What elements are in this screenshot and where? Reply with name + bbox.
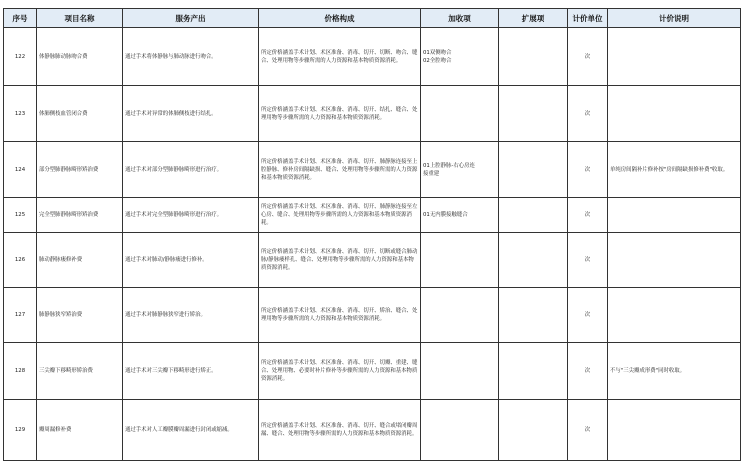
cell-service-text: 通过手术对完全型肺静脉畸形进行治疗。: [125, 212, 223, 218]
cell-no: [4, 288, 37, 343]
cell-name-text: 肺静脉狭窄矫治费: [39, 312, 83, 318]
cell-note: [608, 86, 741, 142]
cell-name: [37, 343, 123, 400]
cell-service: [123, 400, 259, 461]
cell-no: [4, 400, 37, 461]
cell-price: [259, 233, 421, 288]
cell-service: [123, 288, 259, 343]
cell-extra: [421, 86, 499, 142]
cell-service: [123, 198, 259, 233]
extra-list: [423, 211, 496, 219]
cell-price-text: 所定价格涵盖手术计划、术区准备、消毒、切开、切断或缝合肺动脉/静脉瘘样孔、缝合、处理用物等步骤所需的人力资源和基本物质资源消耗。: [261, 249, 418, 271]
cell-no-text: 125: [14, 212, 26, 218]
cell-no: [4, 142, 37, 198]
cell-expand: [499, 142, 568, 198]
cell-name: [37, 142, 123, 198]
header-service: 服务产出: [123, 9, 259, 28]
cell-price-text: 所定价格涵盖手术计划、术区准备、消毒、切开、缝合或堵闭瓣周漏、缝合、处理用物等步骤所需的人力资源和基本物质资源消耗。: [261, 423, 418, 437]
cell-unit-text: 次: [584, 427, 591, 433]
cell-name-text: 三尖瓣下移畸形矫治费: [39, 368, 93, 374]
cell-unit: [568, 400, 608, 461]
cell-expand: [499, 198, 568, 233]
cell-service-text: 通过手术对异常的体肺侧枝进行结扎。: [125, 110, 217, 117]
cell-no: [4, 198, 37, 233]
cell-expand: [499, 288, 568, 343]
cell-price-text: 所定价格涵盖手术计划、术区准备、消毒、切开、结扎、缝合、处理用物等步骤所需的人力资源和基本物质资源消耗。: [261, 106, 418, 121]
cell-note-text: 单纯房间隔补片修补按"房间隔缺损修补费"收取。: [610, 166, 729, 173]
header-price: 价格构成: [259, 9, 421, 28]
extra-list: [423, 49, 496, 65]
cell-unit-text: 次: [584, 166, 591, 173]
table-row: [4, 400, 741, 461]
extra-item: 01上腔静脉-右心房连: [423, 162, 475, 169]
cell-unit-text: 次: [584, 212, 591, 218]
cell-no-text: 123: [14, 110, 26, 117]
cell-extra: [421, 400, 499, 461]
cell-no-text: 127: [14, 312, 26, 318]
cell-unit-text: 次: [584, 110, 591, 117]
cell-extra: [421, 343, 499, 400]
cell-unit: [568, 343, 608, 400]
cell-price: [259, 400, 421, 461]
cell-service: [123, 343, 259, 400]
cell-price: [259, 343, 421, 400]
cell-note: [608, 288, 741, 343]
cell-unit: [568, 28, 608, 86]
cell-note: [608, 28, 741, 86]
cell-unit-text: 次: [584, 257, 591, 263]
extra-list: [423, 162, 496, 178]
cell-price: [259, 198, 421, 233]
cell-extra: [421, 198, 499, 233]
cell-name-text: 部分型肺静脉畸形矫治费: [39, 166, 99, 173]
extra-item: 01无内膜接触缝合: [423, 212, 468, 218]
cell-expand: [499, 400, 568, 461]
header-extra: 加收项: [421, 9, 499, 28]
cell-no: [4, 28, 37, 86]
cell-unit: [568, 142, 608, 198]
cell-note: [608, 343, 741, 400]
cell-extra: [421, 288, 499, 343]
cell-unit: [568, 233, 608, 288]
cell-name-text: 完全型肺静脉畸形矫治费: [39, 212, 99, 218]
cell-extra: [421, 28, 499, 86]
cell-service-text: 通过手术对肺静脉狭窄进行矫治。: [125, 312, 206, 318]
pricing-table-container: [3, 8, 741, 461]
cell-name: [37, 198, 123, 233]
cell-unit-text: 次: [584, 368, 591, 374]
cell-extra: [421, 233, 499, 288]
cell-service-text: 通过手术对部分型肺静脉畸形进行治疗。: [125, 166, 223, 173]
cell-name: [37, 86, 123, 142]
cell-price-text: 所定价格涵盖手术计划、术区准备、消毒、切开、肺静脉连接至上腔静脉、修补房间隔缺损、缝合、处理用物等步骤所需的人力资源和基本物质资源消耗。: [261, 158, 418, 181]
cell-no-text: 126: [14, 257, 26, 263]
cell-unit-text: 次: [584, 312, 591, 318]
cell-name: [37, 400, 123, 461]
cell-expand: [499, 86, 568, 142]
cell-price: [259, 28, 421, 86]
cell-service: [123, 142, 259, 198]
pricing-table: [3, 8, 741, 461]
cell-price-text: 所定价格涵盖手术计划、术区准备、消毒、切开、矫治、缝合、处理用物等步骤所需的人力资源和基本物质资源消耗。: [261, 308, 418, 322]
cell-expand: [499, 28, 568, 86]
table-row: [4, 343, 741, 400]
cell-name: [37, 288, 123, 343]
extra-item: 接重建: [423, 170, 440, 177]
header-note: 计价说明: [608, 9, 741, 28]
cell-note: [608, 142, 741, 198]
cell-name-text: 体静脉肺动脉吻合费: [39, 53, 88, 60]
cell-note-text: 不与"三尖瓣成形费"同时收取。: [610, 368, 686, 374]
cell-service-text: 通过手术对人工瓣膜瓣周漏进行封闭或缩减。: [125, 427, 233, 433]
cell-note: [608, 198, 741, 233]
cell-name-text: 肺动静脉瘘修补费: [39, 257, 83, 263]
table-row: [4, 198, 741, 233]
cell-unit-text: 次: [584, 53, 591, 60]
cell-note: [608, 233, 741, 288]
cell-service-text: 通过手术对三尖瓣下移畸形进行矫正。: [125, 368, 217, 374]
table-row: [4, 142, 741, 198]
cell-price-text: 所定价格涵盖手术计划、术区准备、消毒、切开、肺静脉连接至左心房、缝合、处理用物等步骤所需的人力资源和基本物质资源消耗。: [261, 204, 418, 226]
table-row: [4, 233, 741, 288]
cell-no-text: 124: [14, 166, 26, 173]
cell-no: [4, 233, 37, 288]
header-unit: 计价单位: [568, 9, 608, 28]
cell-name: [37, 233, 123, 288]
cell-unit: [568, 86, 608, 142]
table-row: [4, 86, 741, 142]
table-row: [4, 288, 741, 343]
cell-no: [4, 86, 37, 142]
extra-item: 02全腔吻合: [423, 57, 452, 64]
cell-no-text: 129: [14, 427, 26, 433]
header-name: 项目名称: [37, 9, 123, 28]
cell-price: [259, 288, 421, 343]
cell-no-text: 122: [14, 53, 26, 60]
cell-service: [123, 28, 259, 86]
cell-price-text: 所定价格涵盖手术计划、术区准备、消毒、切开、切断、吻合、缝合、处理用物等步骤所需的人力资源和基本物质资源消耗。: [261, 49, 418, 64]
cell-extra: [421, 142, 499, 198]
cell-no: [4, 343, 37, 400]
cell-service: [123, 86, 259, 142]
table-row: [4, 28, 741, 86]
cell-note: [608, 400, 741, 461]
header-no: 序号: [4, 9, 37, 28]
cell-name-text: 体肺侧枝血管闭合费: [39, 110, 88, 117]
cell-unit: [568, 288, 608, 343]
cell-expand: [499, 343, 568, 400]
cell-expand: [499, 233, 568, 288]
cell-service: [123, 233, 259, 288]
cell-no-text: 128: [14, 368, 26, 374]
cell-service-text: 通过手术将体静脉与肺动脉进行吻合。: [125, 53, 217, 60]
header-row: [4, 9, 741, 28]
cell-price-text: 所定价格涵盖手术计划、术区准备、消毒、切开、切瓣、重建、缝合、处理用物、必要时补片修补等步骤所需的人力资源和基本物质资源消耗。: [261, 360, 418, 382]
header-expand: 扩展项: [499, 9, 568, 28]
cell-price: [259, 86, 421, 142]
cell-unit: [568, 198, 608, 233]
cell-price: [259, 142, 421, 198]
extra-item: 01双侧吻合: [423, 49, 452, 56]
cell-name-text: 瓣周漏修补费: [39, 427, 72, 433]
cell-service-text: 通过手术对肺动/静脉瘘进行修补。: [125, 257, 208, 263]
cell-name: [37, 28, 123, 86]
